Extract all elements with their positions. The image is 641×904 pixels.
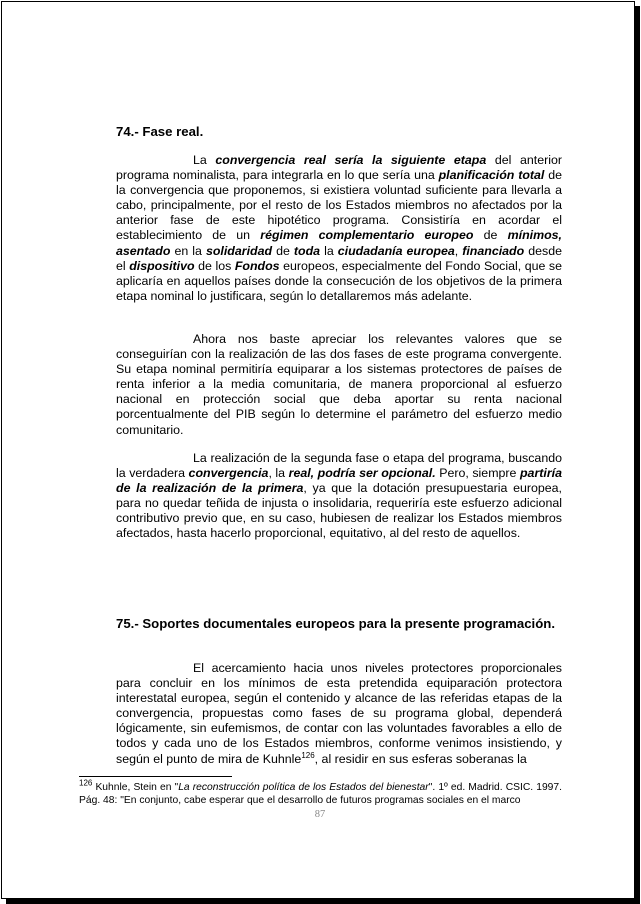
body-text: , ya que la dotación presupuestaria europea, para no quedar teñida de injusta o insolidaria, requeriría este esfuerzo adicional contributivo previo que, en su caso, hubiesen de realizar los Estados miembros afectados, hasta hacerlo proporcional, equitativo, al del resto de aquellos. — [116, 481, 562, 541]
emphasized-text: solidaridad — [205, 243, 273, 258]
footnote-text-b: ". 1º ed. Madrid. CSIC. 1997. Pág. 48: "En conjunto, cabe esperar que el desarrollo de futuros programas sociales en el marco — [79, 782, 562, 806]
footnote-number: 126 — [79, 778, 93, 788]
emphasized-text: toda — [293, 243, 321, 258]
section-74-paragraph-3 — [116, 451, 562, 542]
section-75-text-a: El acercamiento hacia unos niveles protectores proporcionales para concluir en los mínimos de esta pretendida equiparación protectora interestatal europea, según el contenido y alcance de las referidas etapas de la convergencia, propuestas como fases de su programa global, dependerá lógicamente, sin eufemismos, de contar con las voluntades favorables a ello de todos y cada uno de los Estados miembros, conforme venimos insistiendo, y según el punto de mira de Kuhnle — [116, 661, 562, 766]
section-74-heading: 74.- Fase real. — [116, 124, 204, 139]
footnote-reference[interactable]: 126 — [301, 750, 315, 760]
body-text: de — [272, 243, 294, 258]
page-shadow-bottom — [6, 899, 640, 904]
emphasized-text: ciudadanía europea — [337, 243, 455, 258]
emphasized-text: financiado — [462, 243, 525, 258]
emphasized-text: real, podría ser opcional. — [288, 466, 436, 481]
section-75-text-b: , al residir en sus esferas soberanas la — [314, 751, 527, 766]
emphasized-text: mínimos, asentado — [116, 228, 562, 258]
body-text: de — [473, 228, 508, 243]
body-text: Pero, siempre — [435, 466, 520, 481]
body-text: de los — [194, 258, 235, 273]
footnote-text-a: Kuhnle, Stein en " — [92, 782, 179, 793]
emphasized-text: dispositivo — [129, 258, 195, 273]
emphasized-text: convergencia real sería la siguiente etapa — [215, 153, 487, 167]
emphasized-text: régimen complementario europeo — [260, 228, 474, 243]
footnote — [79, 778, 562, 807]
body-text: de la convergencia que proponemos, si existiera voluntad suficiente para llevarla a cabo, principalmente, por el resto de los Estados miembros no afectados por la anterior fase de este hipotético programa. Consistiría en acordar el establecimiento de un — [116, 168, 562, 243]
section-75-paragraph-1 — [116, 661, 562, 767]
emphasized-text: partiría de la realización de la primera — [116, 466, 562, 496]
footnote-separator — [79, 776, 232, 777]
emphasized-text: Fondos — [234, 258, 280, 273]
body-text: la — [320, 243, 338, 258]
body-text: en la — [170, 243, 206, 258]
body-text: La — [193, 153, 216, 167]
body-text: La realización de la segunda fase o etapa del programa, buscando la verdadera — [116, 451, 562, 481]
page-number: 87 — [314, 809, 326, 820]
emphasized-text: convergencia — [188, 466, 269, 481]
section-75-heading: 75.- Soportes documentales europeos para la presente programación. — [116, 616, 555, 631]
body-text: , la — [268, 466, 289, 481]
footnote-title: La reconstrucción política de los Estados del bienestar — [178, 782, 429, 793]
emphasized-text: planificación total — [438, 168, 545, 183]
body-text: Ahora nos baste apreciar los relevantes valores que se conseguirían con la realización de las dos fases de este programa convergente. Su etapa nominal permitiría equiparar a los sistemas protectores de países de renta inferior a la media comunitaria, de manera proporcional al esfuerzo nacional en protección social que deba aportar su renta nacional porcentualmente del PIB según lo determine el parámetro del esfuerzo medio comunitario. — [116, 332, 562, 437]
page-shadow-right — [635, 6, 640, 901]
section-74-paragraph-2 — [116, 332, 562, 438]
body-text: , — [454, 243, 463, 258]
section-74-paragraph-1 — [116, 153, 562, 304]
body-text: del anterior programa nominalista, para integrarla en lo que sería una — [116, 153, 562, 183]
body-text: desde el — [116, 243, 562, 273]
body-text: europeos, especialmente del Fondo Social, que se aplicaría en aquellos países donde la consecución de los objetivos de la primera etapa nominal lo justificara, según lo detallaremos más adelante. — [116, 258, 562, 303]
